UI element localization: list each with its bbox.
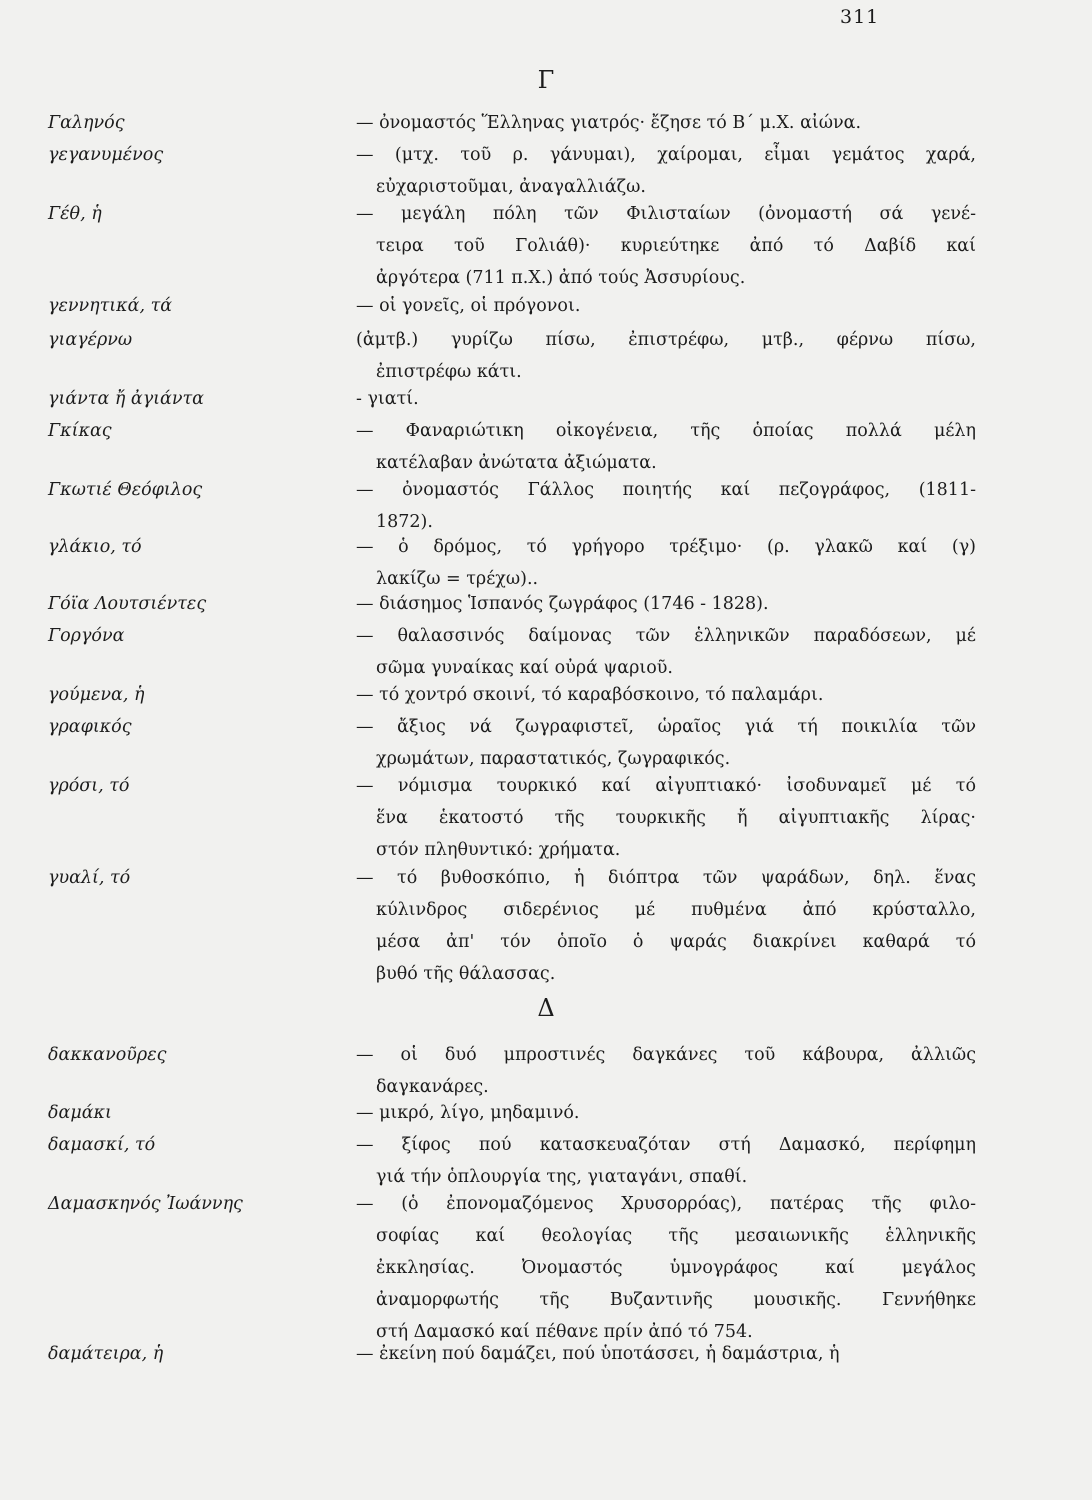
definition-line: — ὀνομαστός Γάλλος ποιητής καί πεζογράφος, (1811-	[356, 480, 976, 500]
definition-line: — τό χοντρό σκοινί, τό καραβόσκοινο, τό παλαμάρι.	[356, 685, 824, 705]
definition-line: ἐκκλησίας. Ὀνομαστός ὑμνογράφος καί μεγάλος	[376, 1258, 976, 1278]
entry-definition	[356, 474, 976, 538]
entry-term: δαμασκί, τό	[48, 1135, 156, 1155]
definition-line: δαγκανάρες.	[376, 1077, 489, 1097]
entry-definition	[356, 679, 976, 711]
entry-definition	[356, 1188, 976, 1348]
definition-line: στόν πληθυντικό: χρήματα.	[376, 840, 621, 860]
definition-line: — μικρό, λίγο, μηδαμινό.	[356, 1103, 580, 1123]
definition-line: — οἱ δυό μπροστινές δαγκάνες τοῦ κάβουρα, ἀλλιῶς	[356, 1045, 976, 1065]
definition-line: — ξίφος πού κατασκευαζόταν στή Δαμασκό, περίφημη	[356, 1135, 976, 1155]
entry-definition	[356, 620, 976, 684]
entry-term: γούμενα, ἡ	[48, 685, 145, 705]
entry-definition	[356, 531, 976, 595]
definition-line: — νόμισμα τουρκικό καί αἰγυπτιακό· ἰσοδυναμεῖ μέ τό	[356, 776, 976, 796]
definition-line: — Φαναριώτικη οἰκογένεια, τῆς ὁποίας πολλά μέλη	[356, 421, 976, 441]
definition-line: χρωμάτων, παραστατικός, ζωγραφικός.	[376, 749, 731, 769]
definition-line: — (μτχ. τοῦ ρ. γάνυμαι), χαίρομαι, εἶμαι γεμάτος χαρά,	[356, 145, 976, 165]
entry-term: γιαγέρνω	[48, 330, 133, 350]
definition-line: — διάσημος Ἱσπανός ζωγράφος (1746 - 1828).	[356, 594, 769, 614]
entry-definition	[356, 383, 976, 415]
definition-line: — ὀνομαστός Ἕλληνας γιατρός· ἔζησε τό Β΄ μ.Χ. αἰώνα.	[356, 113, 862, 133]
definition-line: ἀναμορφωτής τῆς Βυζαντινῆς μουσικῆς. Γεννήθηκε	[376, 1290, 976, 1310]
definition-line: σῶμα γυναίκας καί οὐρά ψαριοῦ.	[376, 658, 673, 678]
entry-definition	[356, 107, 976, 139]
section-heading: Δ	[537, 994, 555, 1022]
definition-line: — οἱ γονεῖς, οἱ πρόγονοι.	[356, 296, 581, 316]
entry-term: γυαλί, τό	[48, 868, 131, 888]
entry-term: γεννητικά, τά	[48, 296, 173, 316]
entry-definition	[356, 1039, 976, 1103]
definition-line: - γιατί.	[356, 389, 419, 409]
page-number: 311	[840, 6, 880, 28]
entry-term: γραφικός	[48, 717, 132, 737]
entry-definition	[356, 324, 976, 388]
definition-line: ἐπιστρέφω κάτι.	[376, 362, 522, 382]
entry-term: Γκίκας	[48, 421, 112, 441]
entry-term: Γκωτιέ Θεόφιλος	[48, 480, 203, 500]
entry-definition	[356, 415, 976, 479]
entry-definition	[356, 1097, 976, 1129]
entry-term: γιάντα ἤ ἀγιάντα	[48, 389, 204, 409]
entry-term: γεγανυμένος	[48, 145, 164, 165]
definition-line: 1872).	[376, 512, 433, 532]
definition-line: — ἐκείνη πού δαμάζει, πού ὑποτάσσει, ἡ δαμάστρια, ἡ	[356, 1344, 840, 1364]
entry-term: Γέθ, ἡ	[48, 204, 102, 224]
entry-definition	[356, 588, 976, 620]
definition-line: — θαλασσινός δαίμονας τῶν ἑλληνικῶν παραδόσεων, μέ	[356, 626, 976, 646]
entry-definition	[356, 198, 976, 294]
entry-term: Δαμασκηνός Ἰωάννης	[48, 1194, 243, 1214]
entry-term: Γαληνός	[48, 113, 125, 133]
definition-line: γιά τήν ὁπλουργία της, γιαταγάνι, σπαθί.	[376, 1167, 748, 1187]
definition-line: — (ὁ ἐπονομαζόμενος Χρυσορρόας), πατέρας τῆς φιλο-	[356, 1194, 976, 1214]
definition-line: ἀργότερα (711 π.Χ.) ἀπό τούς Ἀσσυρίους.	[376, 268, 746, 288]
definition-line: — μεγάλη πόλη τῶν Φιλισταίων (ὀνομαστή σά γενέ-	[356, 204, 976, 224]
entry-definition	[356, 1338, 976, 1370]
entry-term: γρόσι, τό	[48, 776, 130, 796]
definition-line: σοφίας καί θεολογίας τῆς μεσαιωνικῆς ἑλληνικῆς	[376, 1226, 976, 1246]
entry-term: Γόϊα Λουτσιέντες	[48, 594, 207, 614]
definition-line: λακίζω = τρέχω)..	[376, 569, 539, 589]
definition-line: κατέλαβαν ἀνώτατα ἀξιώματα.	[376, 453, 657, 473]
entry-definition	[356, 139, 976, 203]
definition-line: τειρα τοῦ Γολιάθ)· κυριεύτηκε ἀπό τό Δαβίδ καί	[376, 236, 976, 256]
definition-line: στή Δαμασκό καί πέθανε πρίν ἀπό τό 754.	[376, 1322, 753, 1342]
entry-term: δαμάτειρα, ἡ	[48, 1344, 164, 1364]
definition-line: — τό βυθοσκόπιο, ἡ διόπτρα τῶν ψαράδων, δηλ. ἕνας	[356, 868, 976, 888]
definition-line: (ἀμτβ.) γυρίζω πίσω, ἐπιστρέφω, μτβ., φέρνω πίσω,	[356, 330, 976, 350]
entry-definition	[356, 711, 976, 775]
entry-term: δακκανοῦρες	[48, 1045, 167, 1065]
definition-line: εὐχαριστοῦμαι, ἀναγαλλιάζω.	[376, 177, 646, 197]
definition-line: — ὁ δρόμος, τό γρήγορο τρέξιμο· (ρ. γλακῶ καί (γ)	[356, 537, 976, 557]
definition-line: μέσα ἀπ' τόν ὁποῖο ὁ ψαράς διακρίνει καθαρά τό	[376, 932, 976, 952]
entry-definition	[356, 862, 976, 990]
entry-term: Γοργόνα	[48, 626, 125, 646]
entry-definition	[356, 1129, 976, 1193]
definition-line: κύλινδρος σιδερένιος μέ πυθμένα ἀπό κρύσταλλο,	[376, 900, 976, 920]
entry-term: δαμάκι	[48, 1103, 112, 1123]
section-heading: Γ	[537, 66, 555, 94]
definition-line: βυθό τῆς θάλασσας.	[376, 964, 556, 984]
entry-definition	[356, 290, 976, 322]
entry-definition	[356, 770, 976, 866]
definition-line: — ἄξιος νά ζωγραφιστεῖ, ὡραῖος γιά τή ποικιλία τῶν	[356, 717, 976, 737]
entry-term: γλάκιο, τό	[48, 537, 142, 557]
definition-line: ἕνα ἑκατοστό τῆς τουρκικῆς ἤ αἰγυπτιακῆς λίρας·	[376, 808, 976, 828]
